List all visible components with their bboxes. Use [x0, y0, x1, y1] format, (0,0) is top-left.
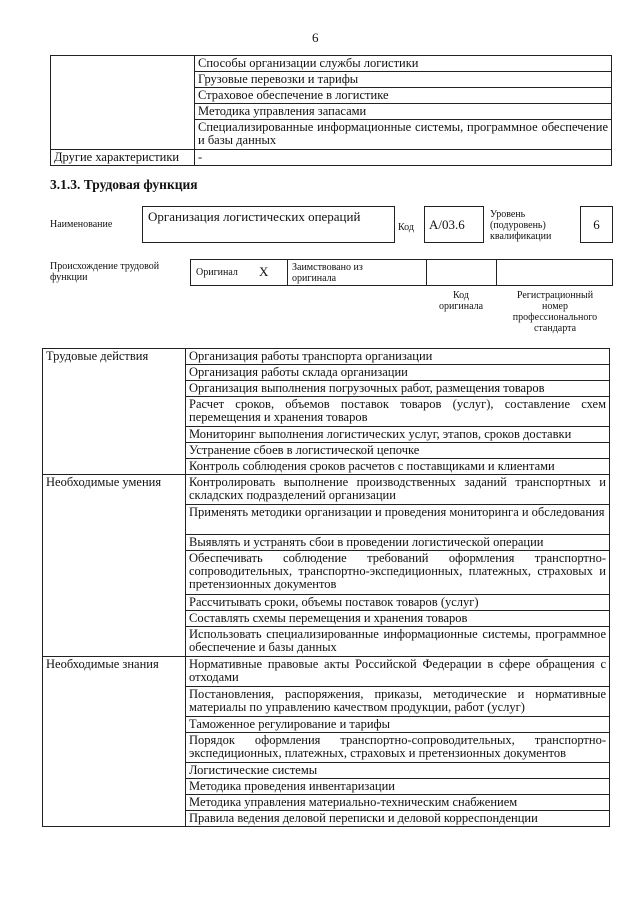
- skill-item: Составлять схемы перемещения и хранения товаров: [186, 611, 610, 627]
- top-table-item: Грузовые перевозки и тарифы: [195, 72, 612, 88]
- labor-action-item: Контроль соблюдения сроков расчетов с поставщиками и клиентами: [186, 459, 610, 475]
- other-characteristics-label: Другие характеристики: [51, 150, 195, 166]
- knowledge-item: Методика управления материально-техническим снабжением: [186, 795, 610, 811]
- top-table-empty-label: [51, 56, 195, 150]
- registration-number-caption: Регистрационный номер профессионального стандарта: [512, 290, 598, 334]
- labor-function-table: [42, 348, 610, 827]
- section-title: 3.1.3. Трудовая функция: [50, 177, 198, 192]
- name-value-box: [142, 206, 395, 243]
- knowledge-item: Порядок оформления транспортно-сопроводительных, транспортно-экспедиционных, платежных, страховых и претензионных документов: [186, 733, 610, 763]
- level-label: Уровень (подуровень) квалификации: [490, 209, 552, 242]
- top-table-item: Методика управления запасами: [195, 104, 612, 120]
- labor-action-item: Устранение сбоев в логистической цепочке: [186, 443, 610, 459]
- knowledge-item: Логистические системы: [186, 763, 610, 779]
- origin-label: Происхождение трудовой функции: [50, 261, 160, 283]
- labor-action-item: Мониторинг выполнения логистических услуг, этапов, сроков доставки: [186, 427, 610, 443]
- section-label: Трудовые действия: [43, 349, 186, 475]
- page-number: 6: [312, 30, 319, 45]
- other-characteristics-value: -: [195, 150, 612, 166]
- section-label: Необходимые знания: [43, 657, 186, 827]
- labor-action-item: Организация работы склада организации: [186, 365, 610, 381]
- original-mark: X: [259, 264, 269, 279]
- top-table-item: Специализированные информационные системы, программное обеспечение и базы данных: [195, 120, 612, 150]
- skill-item: Контролировать выполнение производственных заданий транспортных и складских подразделений организации: [186, 475, 610, 505]
- code-value: A/03.6: [429, 217, 465, 232]
- knowledge-item: Нормативные правовые акты Российской Федерации в сфере обращения с отходами: [186, 657, 610, 687]
- knowledge-item: Постановления, распоряжения, приказы, методические и нормативные материалы по управлению качеством продукции, работ (услуг): [186, 687, 610, 717]
- labor-action-item: Организация работы транспорта организации: [186, 349, 610, 365]
- borrowed-label: Заимствовано из оригинала: [292, 262, 363, 284]
- name-label: Наименование: [50, 219, 113, 230]
- knowledge-item: Правила ведения деловой переписки и деловой корреспонденции: [186, 811, 610, 827]
- top-table-item: Способы организации службы логистики: [195, 56, 612, 72]
- skill-item: Обеспечивать соблюдение требований оформления транспортно-сопроводительных, транспортно-экспедиционных, платежных, страховых и претензионных документов: [186, 551, 610, 595]
- level-value: 6: [593, 217, 600, 232]
- code-label: Код: [398, 222, 414, 233]
- skill-item: Использовать специализированные информационные системы, программное обеспечение и базы данных: [186, 627, 610, 657]
- knowledge-item: Таможенное регулирование и тарифы: [186, 717, 610, 733]
- labor-action-item: Расчет сроков, объемов поставок товаров (услуг), составление схем перемещения и хранения товаров: [186, 397, 610, 427]
- code-value-box: [424, 206, 484, 243]
- section-label: Необходимые умения: [43, 475, 186, 657]
- level-value-box: [580, 206, 613, 243]
- name-value: Организация логистических операций: [148, 209, 361, 224]
- top-knowledge-table: [50, 55, 612, 166]
- skill-item: Выявлять и устранять сбои в проведении логистической операции: [186, 535, 610, 551]
- original-label: Оригинал: [196, 267, 238, 278]
- code-original-caption: Код оригинала: [438, 290, 484, 312]
- skill-item: Применять методики организации и проведения мониторинга и обследования: [186, 505, 610, 535]
- top-table-item: Страховое обеспечение в логистике: [195, 88, 612, 104]
- skill-item: Рассчитывать сроки, объемы поставок товаров (услуг): [186, 595, 610, 611]
- knowledge-item: Методика проведения инвентаризации: [186, 779, 610, 795]
- labor-action-item: Организация выполнения погрузочных работ, размещения товаров: [186, 381, 610, 397]
